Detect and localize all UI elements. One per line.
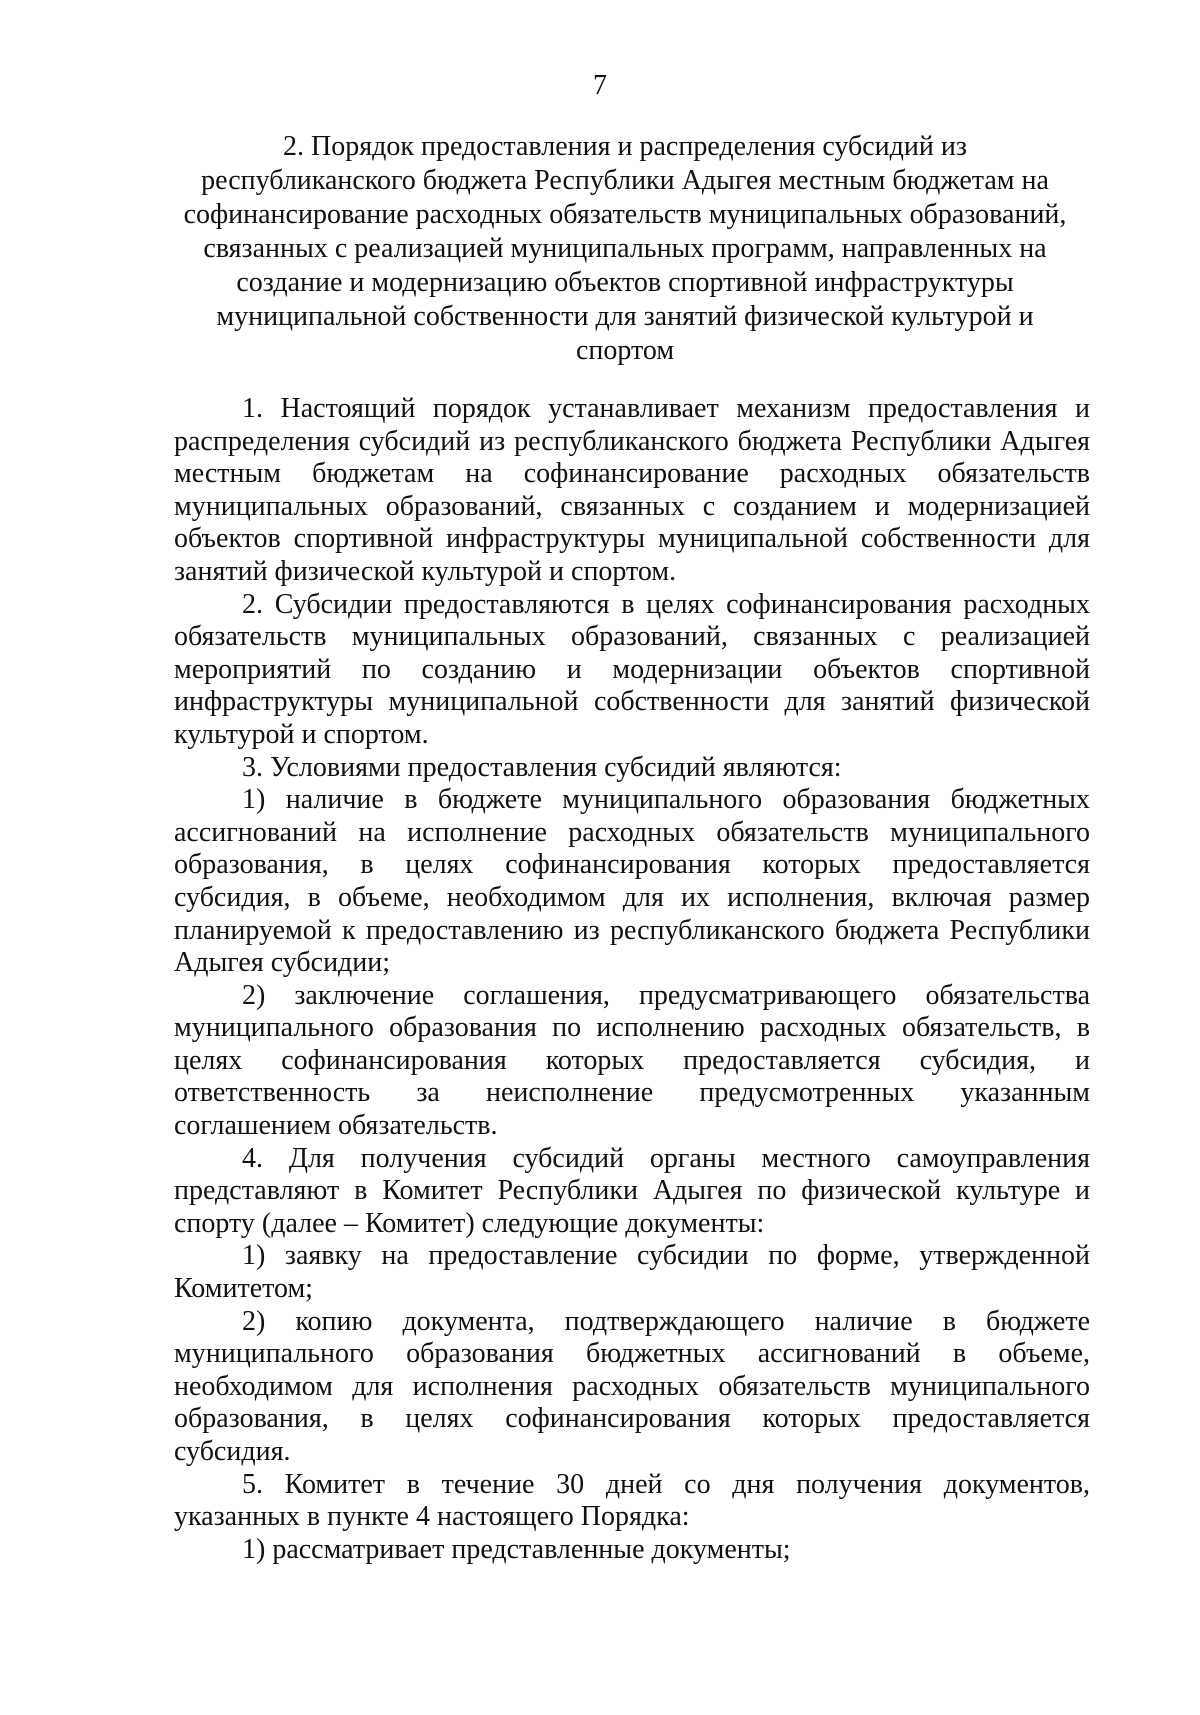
heading-line: спортом bbox=[575, 335, 675, 366]
page-number: 7 bbox=[593, 70, 607, 101]
heading-line: софинансирование расходных обязательств муниципальных образований, bbox=[183, 199, 1067, 230]
subitem-5-1: 1) рассматривает представленные документы; bbox=[242, 1533, 791, 1565]
paragraph-item-4: 4. Для получения субсидий органы местного самоуправления представляют в Комитет Республики Адыгея по физической культуре и спорту (далее – Комитет) следующие документы: bbox=[174, 1142, 1090, 1239]
heading-line: связанных с реализацией муниципальных программ, направленных на bbox=[203, 233, 1047, 264]
subitem-4-1: 1) заявку на предоставление субсидии по форме, утвержденной Комитетом; bbox=[174, 1240, 1090, 1305]
heading-line: муниципальной собственности для занятий физической культурой и bbox=[216, 301, 1034, 332]
heading-line: 2. Порядок предоставления и распределения субсидий из bbox=[283, 131, 967, 162]
section-heading bbox=[150, 130, 1100, 368]
paragraph-item-5: 5. Комитет в течение 30 дней со дня получения документов, указанных в пункте 4 настоящего Порядка: bbox=[174, 1468, 1090, 1533]
heading-line: создание и модернизацию объектов спортивной инфраструктуры bbox=[236, 267, 1014, 298]
paragraph-item-3: 3. Условиями предоставления субсидий являются: bbox=[242, 751, 842, 783]
paragraph-item-2: 2. Субсидии предоставляются в целях софинансирования расходных обязательств муниципальных образований, связанных с реализацией мероприятий по созданию и модернизации объектов спортивной инфраструктуры муниципальной собственности для занятий физической культурой и спортом. bbox=[174, 588, 1090, 750]
document-body bbox=[174, 393, 1090, 1566]
heading-line: республиканского бюджета Республики Адыгея местным бюджетам на bbox=[201, 165, 1049, 196]
subitem-4-2: 2) копию документа, подтверждающего наличие в бюджете муниципального образования бюджетных ассигнований в объеме, необходимом для исполнения расходных обязательств муниципального образования, в целях софинансирования которых предоставляется субсидия. bbox=[174, 1305, 1090, 1467]
subitem-3-1: 1) наличие в бюджете муниципального образования бюджетных ассигнований на исполнение расходных обязательств муниципального образования, в целях софинансирования которых предоставляется субсидия, в объеме, необходимом для их исполнения, включая размер планируемой к предоставлению из республиканского бюджета Республики Адыгея субсидии; bbox=[174, 784, 1090, 979]
subitem-3-2: 2) заключение соглашения, предусматривающего обязательства муниципального образования по исполнению расходных обязательств, в целях софинансирования которых предоставляется субсидия, и ответственность за неисполнение предусмотренных указанным соглашением обязательств. bbox=[174, 979, 1090, 1142]
paragraph-item-1: 1. Настоящий порядок устанавливает механизм предоставления и распределения субсидий из республиканского бюджета Республики Адыгея местным бюджетам на софинансирование расходных обязательств муниципальных образований, связанных с созданием и модернизацией объектов спортивной инфраструктуры муниципальной собственности для занятий физической культурой и спортом. bbox=[174, 393, 1090, 587]
